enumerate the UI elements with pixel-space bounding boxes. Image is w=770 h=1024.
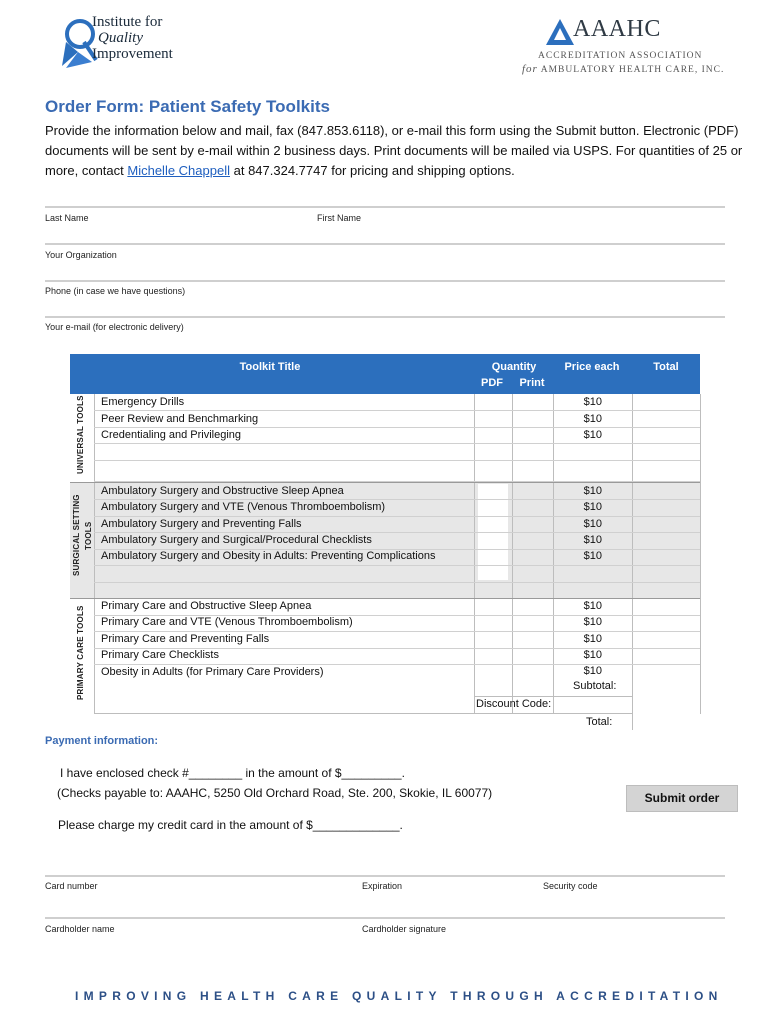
- table-row: [94, 394, 700, 411]
- divider: [45, 206, 725, 208]
- security-code-input[interactable]: [543, 893, 725, 911]
- item-price: $10: [583, 665, 602, 677]
- last-name-input[interactable]: [45, 224, 315, 240]
- iqi-line3: Improvement: [92, 45, 173, 62]
- expiration-label: Expiration: [362, 881, 403, 891]
- first-name-label: First Name: [317, 213, 362, 223]
- divider: [45, 875, 725, 877]
- iqi-logo-text: [92, 15, 173, 62]
- table-row: [94, 444, 700, 461]
- iqi-line1: Institute for: [92, 14, 163, 30]
- cardholder-name-label: Cardholder name: [45, 924, 115, 934]
- group-label-primary: PRIMARY CARE TOOLS: [76, 605, 85, 700]
- col-print: Print: [519, 377, 545, 389]
- item-title: Credentialing and Privileging: [101, 429, 242, 441]
- item-title: Primary Care Checklists: [101, 649, 219, 661]
- item-title: Ambulatory Surgery and Surgical/Procedural Checklists: [101, 534, 372, 546]
- page-title: Order Form: Patient Safety Toolkits: [45, 97, 330, 116]
- aaahc-subtitle-prefix: for: [522, 63, 538, 75]
- table-row: [94, 461, 700, 482]
- col-toolkit-title: Toolkit Title: [239, 361, 301, 373]
- group-label-universal: UNIVERSAL TOOLS: [76, 395, 85, 474]
- divider: [45, 316, 725, 318]
- discount-code-label: Discount Code:: [476, 698, 552, 710]
- item-title: Primary Care and VTE (Venous Thromboembolism): [101, 616, 353, 628]
- item-price: $10: [583, 616, 602, 628]
- col-quantity: Quantity: [491, 361, 537, 373]
- cardholder-signature-input[interactable]: [362, 936, 725, 954]
- grid-line: [632, 714, 633, 730]
- group-label-surgical-1: SURGICAL SETTING: [72, 494, 81, 576]
- payment-title: Payment information:: [45, 735, 159, 747]
- credit-line: Please charge my credit card in the amount of $_____________.: [58, 818, 403, 832]
- check-line: I have enclosed check #________ in the amount of $_________.: [60, 766, 405, 780]
- item-title: Obesity in Adults (for Primary Care Providers): [101, 666, 324, 678]
- divider: [45, 243, 725, 245]
- item-price: $10: [583, 534, 602, 546]
- item-title: Ambulatory Surgery and VTE (Venous Thromboembolism): [101, 501, 386, 513]
- aaahc-triangle-icon: [545, 18, 575, 46]
- item-title: Ambulatory Surgery and Obesity in Adults: Preventing Complications: [101, 550, 436, 562]
- submit-order-button[interactable]: Submit order: [626, 785, 738, 812]
- table-header: [70, 354, 700, 394]
- item-price: $10: [583, 485, 602, 497]
- iqi-line2: Quality: [98, 29, 143, 46]
- item-price: $10: [583, 518, 602, 530]
- col-price: Price each: [564, 361, 620, 373]
- item-title: Peer Review and Benchmarking: [101, 413, 259, 425]
- group-label-surgical-2: TOOLS: [84, 521, 93, 550]
- item-title: Primary Care and Obstructive Sleep Apnea: [101, 600, 312, 612]
- intro-part2: at 847.324.7747 for pricing and shipping options.: [230, 163, 515, 178]
- first-name-input[interactable]: [317, 224, 725, 240]
- item-title: Emergency Drills: [101, 396, 185, 408]
- item-title: Ambulatory Surgery and Obstructive Sleep Apnea: [101, 485, 344, 497]
- intro-paragraph: [45, 121, 745, 181]
- cardholder-signature-label: Cardholder signature: [362, 924, 447, 934]
- organization-label: Your Organization: [45, 250, 117, 260]
- item-price: $10: [583, 550, 602, 562]
- phone-label: Phone (in case we have questions): [45, 286, 186, 296]
- aaahc-subtitle-2: [522, 63, 724, 75]
- organization-input[interactable]: [45, 261, 725, 277]
- phone-input[interactable]: [45, 297, 725, 313]
- col-total: Total: [653, 361, 679, 373]
- item-price: $10: [583, 396, 602, 408]
- table-row: [94, 566, 700, 583]
- contact-link[interactable]: Michelle Chappell: [127, 163, 230, 178]
- divider: [45, 917, 725, 919]
- check-payable: (Checks payable to: AAAHC, 5250 Old Orchard Road, Ste. 200, Skokie, IL 60077): [57, 786, 493, 800]
- item-price: $10: [583, 600, 602, 612]
- col-pdf: PDF: [481, 377, 503, 389]
- aaahc-emblem: [545, 18, 575, 51]
- aaahc-title: AAAHC: [573, 16, 661, 42]
- discount-code-input[interactable]: [632, 697, 700, 713]
- subtotal-label: Subtotal:: [573, 680, 617, 692]
- card-number-input[interactable]: [45, 893, 355, 911]
- aaahc-subtitle-text: AMBULATORY HEALTH CARE, INC.: [540, 65, 725, 75]
- item-title: Primary Care and Preventing Falls: [101, 633, 270, 645]
- item-price: $10: [583, 413, 602, 425]
- email-input[interactable]: [45, 333, 725, 349]
- grid-line: [94, 713, 632, 714]
- item-title: Ambulatory Surgery and Preventing Falls: [101, 518, 302, 530]
- footer-tagline: IMPROVING HEALTH CARE QUALITY THROUGH ACCREDITATION: [75, 989, 723, 1003]
- item-price: $10: [583, 649, 602, 661]
- aaahc-subtitle-1: ACCREDITATION ASSOCIATION: [538, 51, 703, 61]
- expiration-input[interactable]: [362, 893, 537, 911]
- email-label: Your e-mail (for electronic delivery): [45, 322, 184, 332]
- item-price: $10: [583, 501, 602, 513]
- item-price: $10: [583, 429, 602, 441]
- last-name-label: Last Name: [45, 213, 89, 223]
- cardholder-name-input[interactable]: [45, 936, 355, 954]
- total-label: Total:: [586, 716, 613, 728]
- divider: [45, 280, 725, 282]
- grid-line: [474, 696, 632, 697]
- item-price: $10: [583, 633, 602, 645]
- card-number-label: Card number: [45, 881, 98, 891]
- table-row: [94, 582, 700, 599]
- intro-part1: Provide the information below and mail, fax (847.853.6118), or e-mail this form using the Submit button. Electronic (PDF) documents will be sent by e-mail within 2 business days. Print documents will be mailed via USPS. For quantities of 25 or more, contact: [45, 123, 743, 178]
- security-code-label: Security code: [543, 881, 598, 891]
